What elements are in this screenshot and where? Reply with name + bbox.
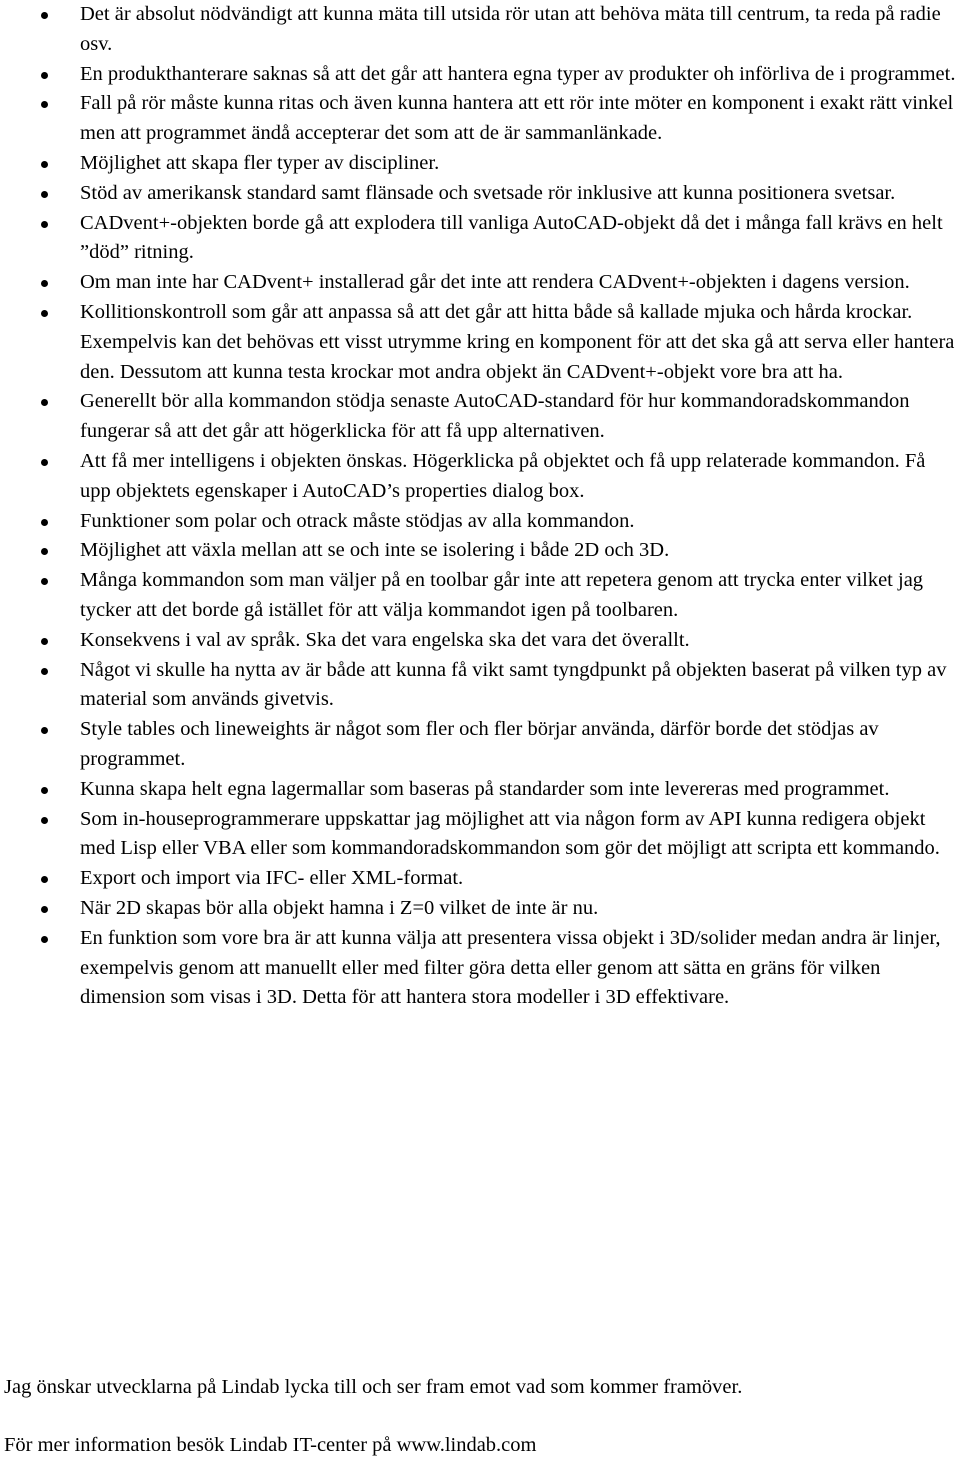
bullet-icon [41,638,48,645]
list-item: Möjlighet att växla mellan att se och inte se isolering i både 2D och 3D. [0,536,960,566]
bullet-icon [41,221,48,228]
closing-wish: Jag önskar utvecklarna på Lindab lycka till och ser fram emot vad som kommer framöver. [4,1376,743,1398]
bullet-icon [41,548,48,555]
bullet-icon [41,787,48,794]
list-item: När 2D skapas bör alla objekt hamna i Z=0 vilket de inte är nu. [0,894,960,924]
list-item: Som in-houseprogrammerare uppskattar jag möjlighet att via någon form av API kunna redigera objekt med Lisp eller VBA eller som kommandoradskommandon som gör det möjligt att scripta ett kommando. [0,805,960,865]
bullet-icon [41,72,48,79]
list-item: En produkthanterare saknas så att det går att hantera egna typer av produkter oh införliva de i programmet. [0,60,960,90]
list-item: En funktion som vore bra är att kunna välja att presentera vissa objekt i 3D/solider medan andra är linjer, exempelvis genom att manuellt eller med filter göra detta eller genom att sätta en gräns för vilken dimension som visas i 3D. Detta för att hantera stora modeller i 3D effektivare. [0,924,960,1013]
list-item: Att få mer intelligens i objekten önskas. Högerklicka på objektet och få upp relaterade kommandon. Få upp objektets egenskaper i AutoCAD’s properties dialog box. [0,447,960,507]
closing-info: För mer information besök Lindab IT-center på www.lindab.com [4,1434,537,1456]
bullet-icon [41,519,48,526]
list-item: Många kommandon som man väljer på en toolbar går inte att repetera genom att trycka enter vilket jag tycker att det borde gå istället för att välja kommandot igen på toolbaren. [0,566,960,626]
list-item: CADvent+-objekten borde gå att explodera till vanliga AutoCAD-objekt då det i många fall krävs en helt ”död” ritning. [0,209,960,269]
bullet-icon [41,280,48,287]
bullet-icon [41,101,48,108]
list-item: Generellt bör alla kommandon stödja senaste AutoCAD-standard för hur kommandoradskommandon fungerar så att det går att högerklicka för att få upp alternativen. [0,387,960,447]
bullet-icon [41,578,48,585]
list-item: Funktioner som polar och otrack måste stödjas av alla kommandon. [0,507,960,537]
list-item: Om man inte har CADvent+ installerad går det inte att rendera CADvent+-objekten i dagens version. [0,268,960,298]
bullet-icon [41,161,48,168]
bullet-icon [41,727,48,734]
list-item: Kollitionskontroll som går att anpassa så att det går att hitta både så kallade mjuka och hårda krockar. Exempelvis kan det behövas ett visst utrymme kring en komponent för att det ska gå att serva eller hantera den. Dessutom att kunna testa krockar mot andra objekt än CADvent+-objekt vore bra att ha. [0,298,960,387]
list-item: Möjlighet att skapa fler typer av discipliner. [0,149,960,179]
bullet-icon [41,817,48,824]
bullet-icon [41,191,48,198]
bullet-icon [41,936,48,943]
list-item: Export och import via IFC- eller XML-format. [0,864,960,894]
list-item: Kunna skapa helt egna lagermallar som baseras på standarder som inte levereras med programmet. [0,775,960,805]
bullet-icon [41,668,48,675]
list-item: Style tables och lineweights är något som fler och fler börjar använda, därför borde det stödjas av programmet. [0,715,960,775]
bullet-icon [41,399,48,406]
bullet-icon [41,459,48,466]
bullet-icon [41,906,48,913]
list-item: Konsekvens i val av språk. Ska det vara engelska ska det vara det överallt. [0,626,960,656]
list-item: Något vi skulle ha nytta av är både att kunna få vikt samt tyngdpunkt på objekten baserat på vilken typ av material som används givetvis. [0,656,960,716]
bullet-icon [41,12,48,19]
list-item: Det är absolut nödvändigt att kunna mäta till utsida rör utan att behöva mäta till centrum, ta reda på radie osv. [0,0,960,60]
list-item: Stöd av amerikansk standard samt flänsade och svetsade rör inklusive att kunna positionera svetsar. [0,179,960,209]
bullet-icon [41,310,48,317]
bullet-icon [41,876,48,883]
list-item: Fall på rör måste kunna ritas och även kunna hantera att ett rör inte möter en komponent i exakt rätt vinkel men att programmet ändå accepterar det som att de är sammanlänkade. [0,89,960,149]
